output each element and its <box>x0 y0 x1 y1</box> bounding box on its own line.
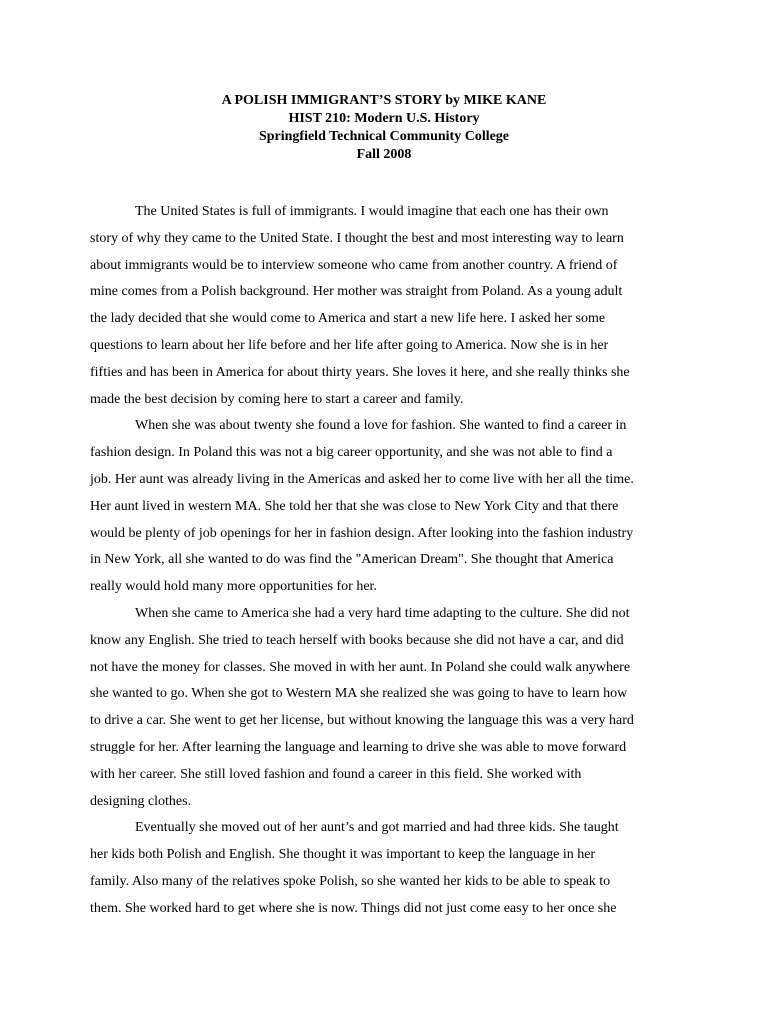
text-line: in New York, all she wanted to do was find the "American Dream". She thought that America <box>90 552 614 568</box>
text-line: Eventually she moved out of her aunt’s and got married and had three kids. She taught <box>135 820 619 836</box>
text-line: mine comes from a Polish background. Her mother was straight from Poland. As a young adult <box>90 284 623 300</box>
essay-body <box>90 199 690 923</box>
text-line: designing clothes. <box>90 793 192 809</box>
text-line: fashion design. In Poland this was not a big career opportunity, and she was not able to find a <box>90 445 613 461</box>
college-name: Springfield Technical Community College <box>258 129 510 144</box>
text-line: When she was about twenty she found a love for fashion. She wanted to find a career in <box>135 418 627 434</box>
document-title: A POLISH IMMIGRANT’S STORY by MIKE KANE <box>221 93 547 108</box>
text-line: Her aunt lived in western MA. She told her that she was close to New York City and that there <box>90 498 619 514</box>
text-line: not have the money for classes. She moved in with her aunt. In Poland she could walk anywhere <box>90 659 631 675</box>
text-line: When she came to America she had a very hard time adapting to the culture. She did not <box>135 605 630 621</box>
text-line: she wanted to go. When she got to Western MA she realized she was going to have to learn how <box>90 686 628 702</box>
text-line: would be plenty of job openings for her in fashion design. After looking into the fashion industry <box>90 525 634 541</box>
term: Fall 2008 <box>356 147 412 162</box>
text-line: fifties and has been in America for about thirty years. She loves it here, and she really thinks she <box>90 364 630 380</box>
text-line: The United States is full of immigrants. I would imagine that each one has their own <box>135 204 609 219</box>
text-line: them. She worked hard to get where she is now. Things did not just come easy to her once she <box>90 900 617 916</box>
text-line: with her career. She still loved fashion and found a career in this field. She worked with <box>90 766 582 782</box>
text-line: questions to learn about her life before and her life after going to America. Now she is in her <box>90 337 609 353</box>
document-header <box>0 92 768 164</box>
course-name: HIST 210: Modern U.S. History <box>288 111 480 126</box>
text-line: struggle for her. After learning the language and learning to drive she was able to move forward <box>90 739 627 755</box>
text-line: made the best decision by coming here to start a career and family. <box>90 391 464 407</box>
text-line: her kids both Polish and English. She thought it was important to keep the language in her <box>90 847 596 863</box>
text-line: to drive a car. She went to get her license, but without knowing the language this was a very hard <box>90 713 634 729</box>
text-line: job. Her aunt was already living in the Americas and asked her to come live with her all the time. <box>90 471 634 487</box>
text-line: know any English. She tried to teach herself with books because she did not have a car, and did <box>90 632 624 648</box>
text-line: the lady decided that she would come to America and start a new life here. I asked her some <box>90 311 606 327</box>
text-line: family. Also many of the relatives spoke Polish, so she wanted her kids to be able to speak to <box>90 873 611 889</box>
text-line: about immigrants would be to interview someone who came from another country. A friend of <box>90 257 618 273</box>
text-line: really would hold many more opportunities for her. <box>90 579 377 595</box>
text-line: story of why they came to the United State. I thought the best and most interesting way to learn <box>90 230 624 246</box>
